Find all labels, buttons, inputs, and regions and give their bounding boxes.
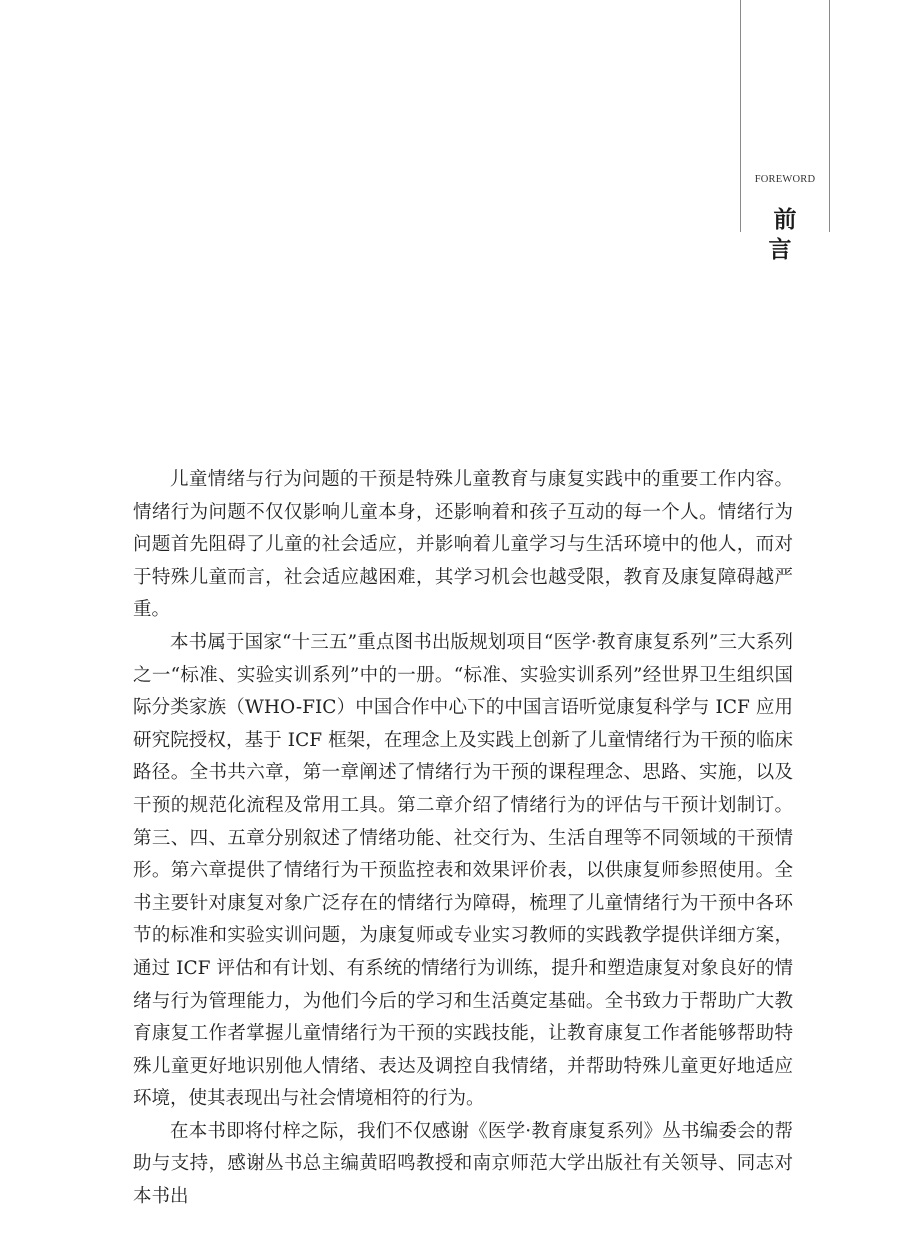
section-title: 前 言 bbox=[768, 207, 807, 263]
paragraph: 本书属于国家“十三五”重点图书出版规划项目“医学·教育康复系列”三大系列之一“标准、实验实训系列”中的一册。“标准、实验实训系列”经世界卫生组织国际分类家族（WHO-FIC）中国合作中心下的中国言语听觉康复科学与 ICF 应用研究院授权，基于 ICF 框架，在理念上及实践上创新了儿童情绪行为干预的临床路径。全书共六章，第一章阐述了情绪行为干预的课程理念、思路、实施，以及干预的规范化流程及常用工具。第二章介绍了情绪行为的评估与干预计划制订。第三、四、五章分别叙述了情绪功能、社交行为、生活自理等不同领域的干预情形。第六章提供了情绪行为干预监控表和效果评价表，以供康复师参照使用。全书主要针对康复对象广泛存在的情绪行为障碍，梳理了儿童情绪行为干预中各环节的标准和实验实训问题，为康复师或专业实习教师的实践教学提供详细方案，通过 ICF 评估和有计划、有系统的情绪行为训练，提升和塑造康复对象良好的情绪与行为管理能力，为他们今后的学习和生活奠定基础。全书致力于帮助广大教育康复工作者掌握儿童情绪行为干预的实践技能，让教育康复工作者能够帮助特殊儿童更好地识别他人情绪、表达及调控自我情绪，并帮助特殊儿童更好地适应环境，使其表现出与社会情境相符的行为。 bbox=[133, 631, 793, 1110]
section-label-en: FOREWORD bbox=[754, 174, 816, 185]
foreword-body bbox=[133, 464, 793, 1214]
header-rule-right bbox=[829, 0, 830, 232]
paragraph: 儿童情绪与行为问题的干预是特殊儿童教育与康复实践中的重要工作内容。情绪行为问题不仅仅影响儿童本身，还影响着和孩子互动的每一个人。情绪行为问题首先阻碍了儿童的社会适应，并影响着儿童学习与生活环境中的他人，而对于特殊儿童而言，社会适应越困难，其学习机会也越受限，教育及康复障碍越严重。 bbox=[133, 469, 793, 621]
paragraph: 在本书即将付梓之际，我们不仅感谢《医学·教育康复系列》丛书编委会的帮助与支持，感谢丛书总主编黄昭鸣教授和南京师范大学出版社有关领导、同志对本书出 bbox=[133, 1120, 793, 1208]
header-rule-left bbox=[740, 0, 741, 232]
